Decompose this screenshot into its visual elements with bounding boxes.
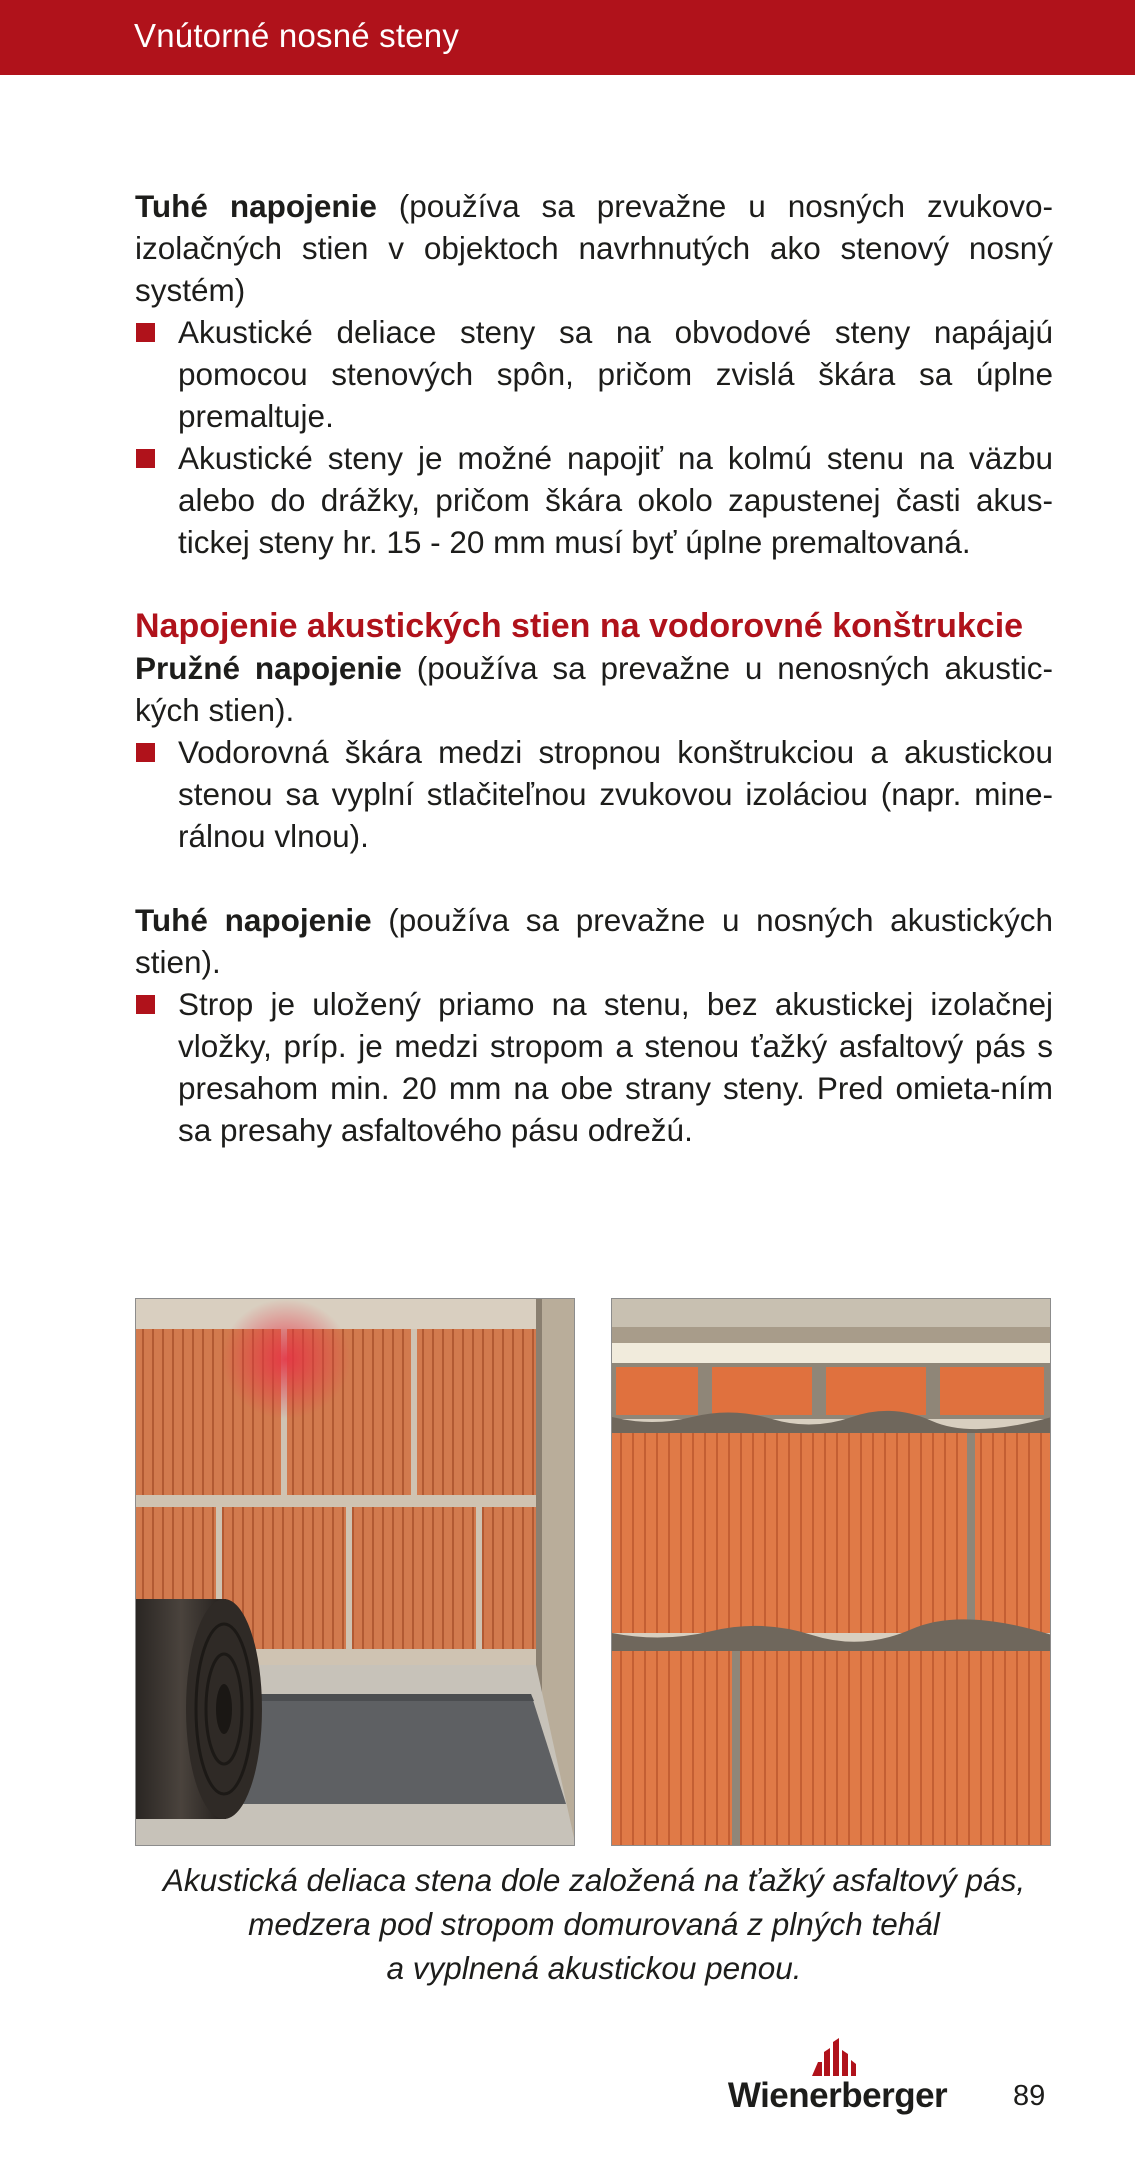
list-item-text: Vodorovná škára medzi stropnou konštrukciou a akustickou stenou sa vyplní stlačiteľnou zvukovou izoláciou (napr. mine-rálnou vlnou). (178, 734, 1053, 854)
brand-name: Wienerberger (727, 2076, 948, 2115)
flexible-connection-list (135, 731, 1053, 857)
flexible-connection-description: (používa sa prevažne u nenosných akustic-kých stien). (135, 650, 1053, 728)
rigid-horizontal-list (135, 983, 1053, 1151)
list-item (135, 311, 1053, 437)
flexible-connection-term: Pružné napojenie (135, 650, 402, 686)
page-number: 89 (1013, 2080, 1046, 2112)
photo-brick-joint-foam (611, 1298, 1051, 1846)
list-item-text: Akustické steny je možné napojiť na kolmú stenu na väzbu alebo do drážky, pričom škára okolo zapustenej časti akus-tickej steny hr. 15 - 20 mm musí byť úplne premaltovaná. (178, 440, 1053, 560)
bullet-square-icon (136, 995, 155, 1014)
bullet-square-icon (136, 323, 155, 342)
photo-wall-on-asphalt-strip (135, 1298, 575, 1846)
bullet-square-icon (136, 449, 155, 468)
caption-line: medzera pod stropom domurovaná z plných tehál (248, 1906, 940, 1942)
list-item (135, 983, 1053, 1151)
rigid-connection-intro (135, 185, 1053, 311)
rigid-horizontal-term: Tuhé napojenie (135, 902, 372, 938)
bullet-square-icon (136, 743, 155, 762)
rigid-connection-term: Tuhé napojenie (135, 188, 377, 224)
section-heading: Napojenie akustických stien na vodorovné konštrukcie (135, 607, 1024, 645)
caption-line: Akustická deliaca stena dole založená na ťažký asfaltový pás, (162, 1862, 1026, 1898)
rigid-horizontal-description: (používa sa prevažne u nosných akustických stien). (135, 902, 1053, 980)
rigid-connection-list (135, 311, 1053, 563)
rigid-horizontal-intro (135, 899, 1053, 983)
chapter-title: Vnútorné nosné steny (134, 17, 460, 54)
list-item-text: Akustické deliace steny sa na obvodové steny napájajú pomocou stenových spôn, pričom zvislá škára sa úplne premaltuje. (178, 314, 1053, 434)
list-item (135, 731, 1053, 857)
caption-line: a vyplnená akustickou penou. (386, 1950, 802, 1986)
wienerberger-logo (715, 2036, 960, 2116)
rigid-connection-description: (používa sa prevažne u nosných zvukovo-izolačných stien v objektoch navrhnutých ako stenový nosný systém) (135, 188, 1053, 308)
photo-row (135, 1298, 1053, 1848)
list-item-text: Strop je uložený priamo na stenu, bez akustickej izolačnej vložky, príp. je medzi stropom a stenou ťažký asfaltový pás s presahom min. 20 mm na obe strany steny. Pred omieta-ním sa presahy asfaltového pásu odrežú. (178, 986, 1053, 1148)
photo-caption (135, 1858, 1053, 1990)
brand-mark-icon (810, 2036, 860, 2076)
list-item (135, 437, 1053, 563)
main-content (135, 185, 1053, 1151)
flexible-connection-intro (135, 647, 1053, 731)
header-bar (0, 0, 1135, 75)
